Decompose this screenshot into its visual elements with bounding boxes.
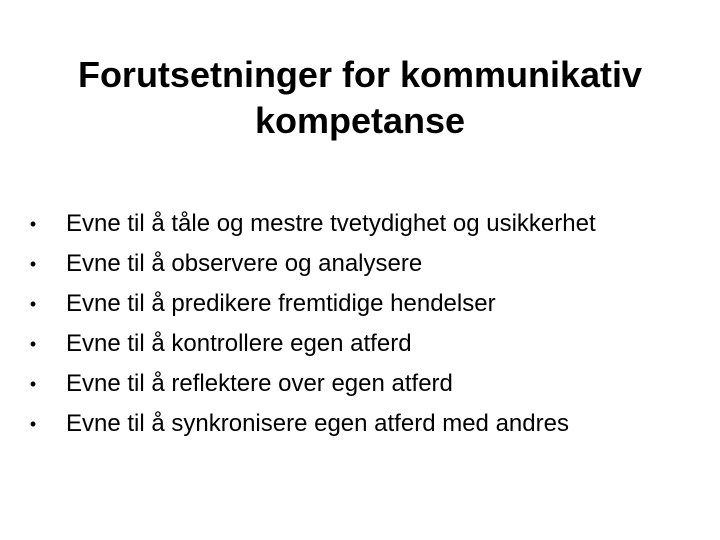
bullet-dot: • <box>29 254 37 274</box>
bullet-text: Evne til å reflektere over egen atferd <box>66 370 453 397</box>
bullet-item <box>26 290 686 318</box>
bullet-dot: • <box>29 414 37 434</box>
bullet-text: Evne til å predikere fremtidige hendelser <box>66 290 496 317</box>
bullet-text: Evne til å tåle og mestre tvetydighet og usikkerhet <box>66 210 596 237</box>
bullet-dot: • <box>29 334 37 354</box>
bullet-text: Evne til å kontrollere egen atferd <box>66 330 412 357</box>
bullet-text: Evne til å synkronisere egen atferd med andres <box>66 410 569 437</box>
bullet-list <box>26 210 686 450</box>
bullet-dot: • <box>29 294 37 314</box>
slide-title: Forutsetninger for kommunikativ kompetanse <box>77 54 643 141</box>
bullet-dot: • <box>29 374 37 394</box>
bullet-item <box>26 250 686 278</box>
bullet-item <box>26 330 686 358</box>
bullet-dot: • <box>29 214 37 234</box>
bullet-text: Evne til å observere og analysere <box>66 250 423 277</box>
bullet-item <box>26 210 686 238</box>
bullet-item <box>26 410 686 438</box>
bullet-item <box>26 370 686 398</box>
